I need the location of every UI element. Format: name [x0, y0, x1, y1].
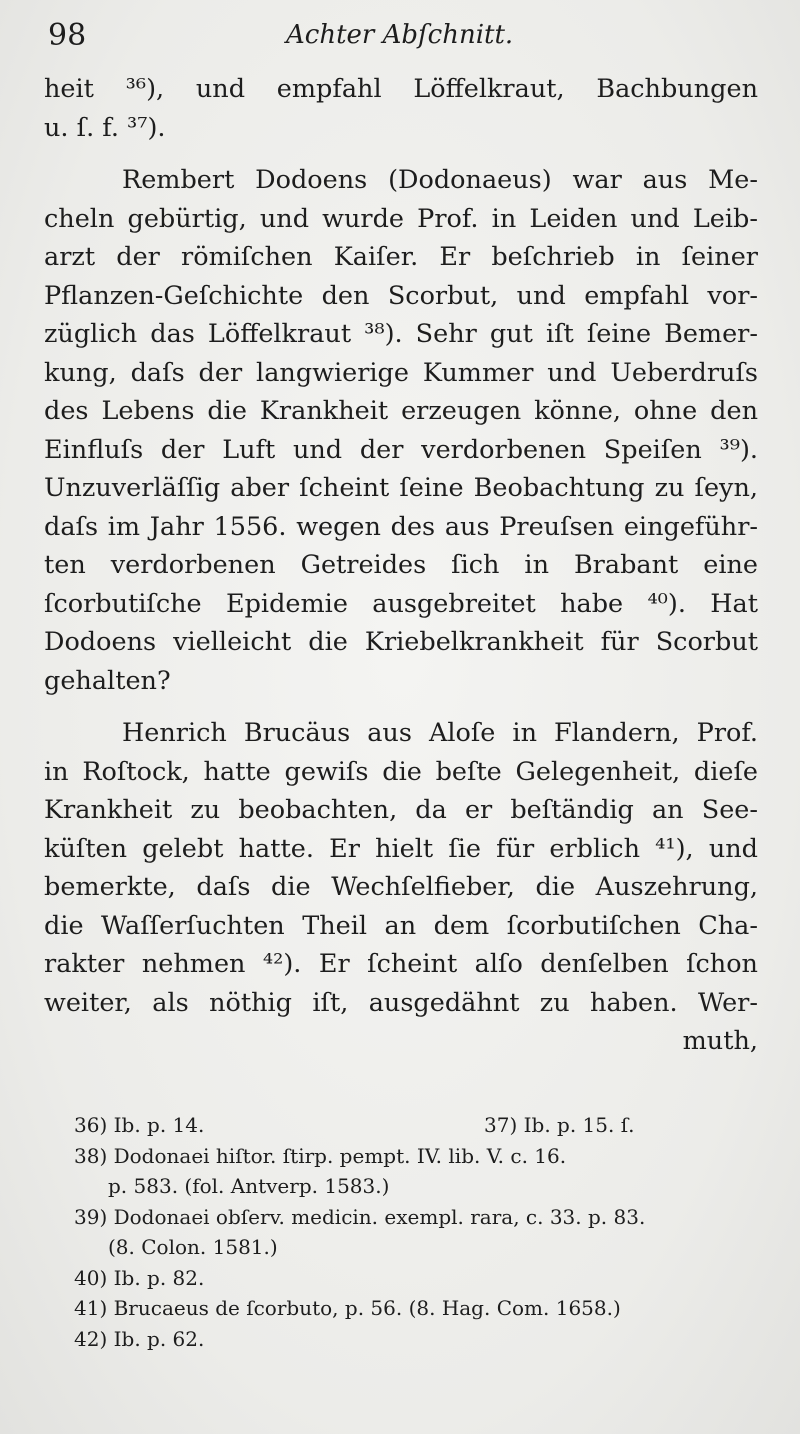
text-line: Dodoens vielleicht die Kriebelkrankheit für Scorbut [44, 627, 758, 657]
text-line: ten verdorbenen Getreides ſich in Brabant eine [44, 550, 758, 580]
text-line: bemerkte, daſs die Wechſelfieber, die Auszehrung, [44, 872, 758, 902]
footnote-38-continued: p. 583. (fol. Antverp. 1583.) [108, 1174, 390, 1198]
footnote-40: 40) Ib. p. 82. [74, 1265, 205, 1290]
footnotes [74, 1110, 764, 1354]
text-line: gehalten? [44, 665, 171, 696]
body-text [44, 70, 758, 1061]
text-line: weiter, als nöthig iſt, ausgedähnt zu haben. Wer- [44, 987, 758, 1018]
text-line: ſcorbutiſche Epidemie ausgebreitet habe ⁴⁰). Hat [44, 588, 758, 619]
text-line: küſten gelebt hatte. Er hielt ſie für erblich ⁴¹), und [44, 833, 758, 864]
text-line: daſs im Jahr 1556. wegen des aus Preuſsen eingeführ- [44, 511, 758, 542]
page-header [48, 18, 748, 64]
footnote-37: 37) Ib. p. 15. ſ. [484, 1113, 635, 1137]
text-line: muth, [682, 1026, 758, 1056]
text-line: cheln gebürtig, und wurde Prof. in Leiden und Leib- [44, 203, 758, 234]
text-line: die Waſſerſuchten Theil an dem ſcorbutiſchen Cha- [44, 910, 758, 941]
text-line: Pflanzen-Geſchichte den Scorbut, und empfahl vor- [44, 280, 758, 311]
footnote-39: 39) Dodonaei obſerv. medicin. exempl. rara, c. 33. p. 83. [74, 1204, 646, 1229]
text-line: u. ſ. f. ³⁷). [44, 112, 166, 143]
text-line: arzt der römiſchen Kaiſer. Er beſchrieb in ſeiner [44, 242, 758, 272]
page-number: 98 [48, 18, 87, 53]
footnote-42: 42) Ib. p. 62. [74, 1326, 205, 1351]
footnote-36: 36) Ib. p. 14. [74, 1113, 205, 1137]
paragraph-gap [44, 700, 758, 714]
footnote-38: 38) Dodonaei hiſtor. ſtirp. pempt. IV. lib. V. c. 16. [74, 1143, 567, 1168]
footnote-row [74, 1110, 764, 1141]
running-head: Achter Abſchnitt. [286, 20, 514, 50]
text-line: Henrich Brucäus aus Aloſe in Flandern, Prof. [122, 718, 758, 748]
footnote-39-continued: (8. Colon. 1581.) [108, 1235, 278, 1259]
text-line: heit ³⁶), und empfahl Löffelkraut, Bachbungen [44, 74, 758, 104]
text-line: rakter nehmen ⁴²). Er ſcheint alſo denſelben ſchon [44, 949, 758, 979]
footnote-41: 41) Brucaeus de ſcorbuto, p. 56. (8. Hag. Com. 1658.) [74, 1296, 621, 1320]
text-line: züglich das Löffelkraut ³⁸). Sehr gut iſt ſeine Bemer- [44, 319, 758, 349]
paragraph-gap [44, 147, 758, 161]
text-line: Rembert Dodoens (Dodonaeus) war aus Me- [122, 165, 758, 195]
text-line: in Roſtock, hatte gewiſs die beſte Gelegenheit, dieſe [44, 756, 758, 787]
text-line: kung, daſs der langwierige Kummer und Ueberdruſs [44, 357, 758, 388]
text-line: des Lebens die Krankheit erzeugen könne, ohne den [44, 396, 758, 426]
text-line: Einfluſs der Luft und der verdorbenen Speiſen ³⁹). [44, 434, 758, 465]
text-line: Krankheit zu beobachten, da er beſtändig an See- [44, 795, 758, 825]
text-line: Unzuverläſſig aber ſcheint ſeine Beobachtung zu ſeyn, [44, 473, 758, 503]
